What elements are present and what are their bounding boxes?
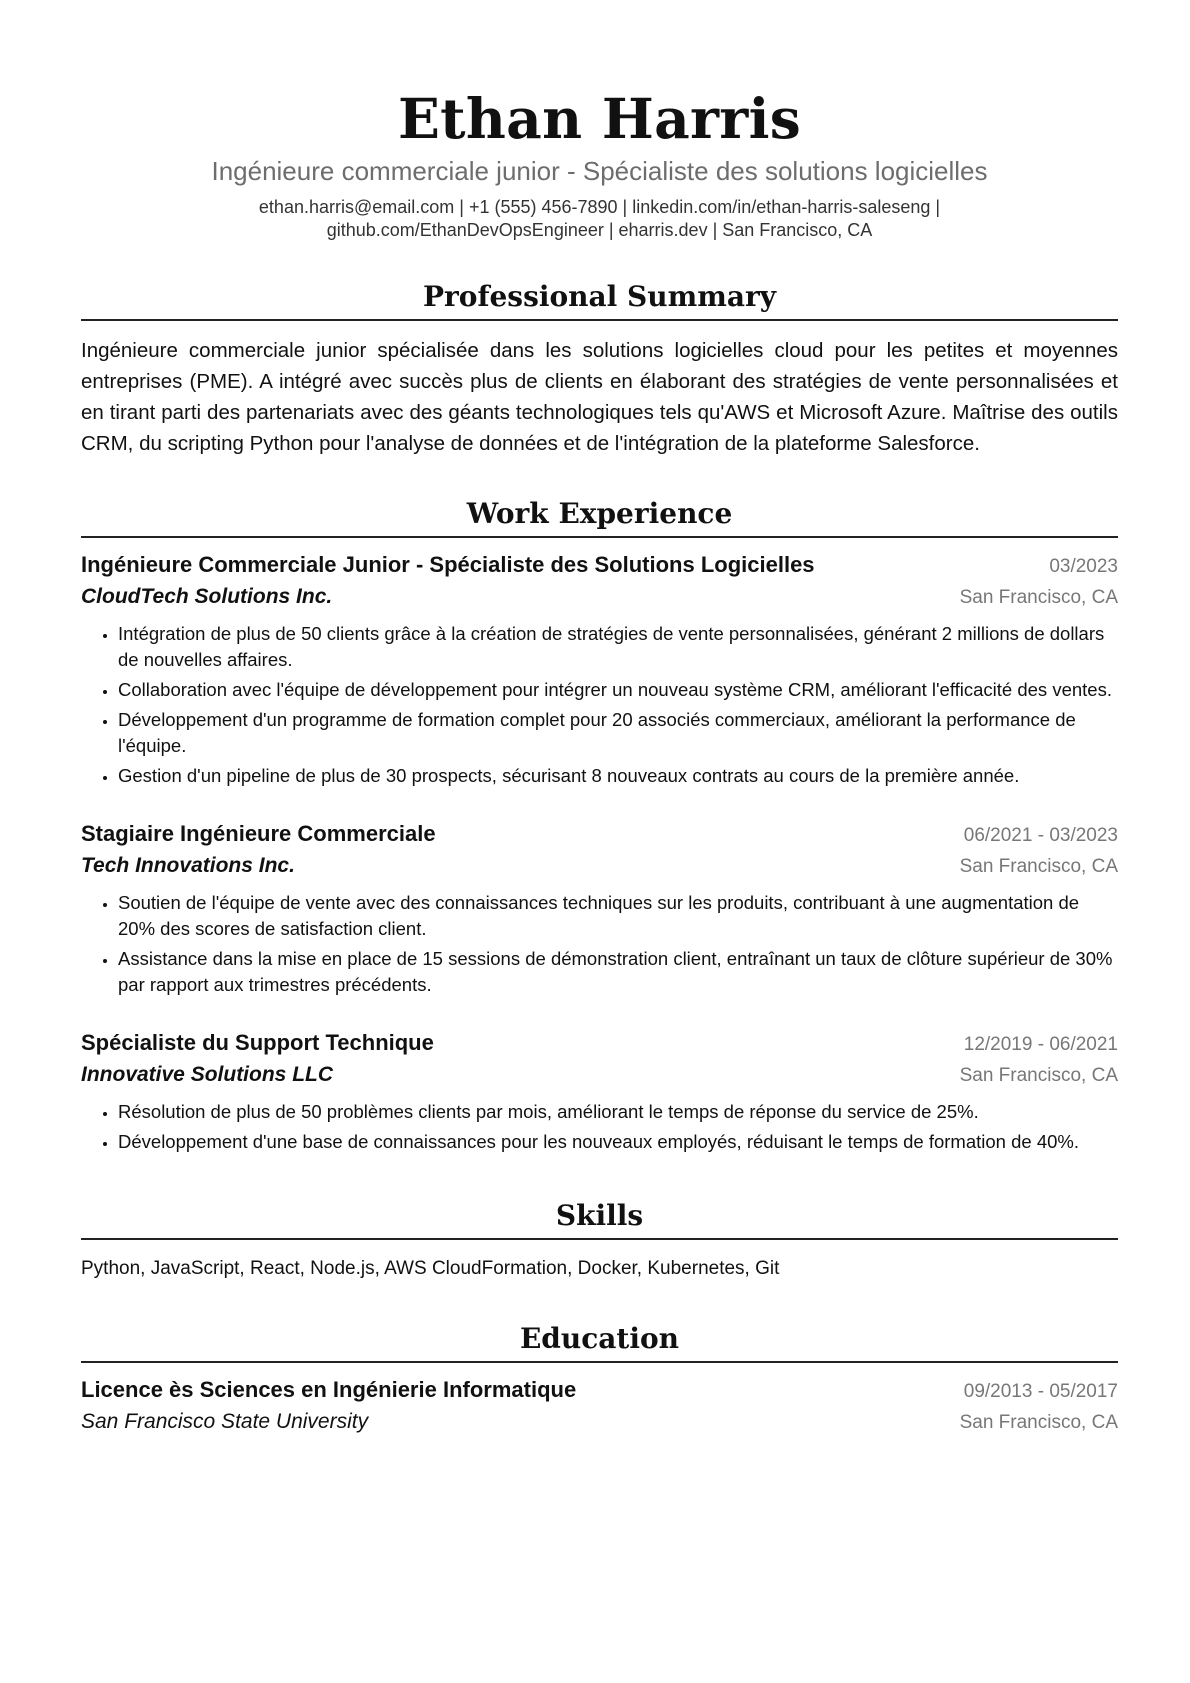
job-header [81, 550, 1118, 582]
job-bullets [81, 890, 1118, 998]
job-date: 03/2023 [1049, 556, 1118, 577]
job-subheader [81, 1060, 1118, 1091]
education-section [81, 1322, 1118, 1438]
summary-heading: Professional Summary [81, 280, 1118, 321]
job-header [81, 819, 1118, 851]
education-degree: Licence ès Sciences en Ingénierie Informatique [81, 1377, 577, 1402]
resume-header [81, 0, 1118, 242]
experience-heading: Work Experience [81, 497, 1118, 538]
job-bullet: • Développement d'une base de connaissances pour les nouveaux employés, réduisant le temps de formation de 40%. [118, 1129, 1118, 1155]
job-title: Ingénieure Commerciale Junior - Spécialiste des Solutions Logicielles [81, 552, 815, 577]
education-subheader [81, 1407, 1118, 1438]
job-subheader [81, 851, 1118, 882]
contact-line-1: ethan.harris@email.com | +1 (555) 456-7890 | linkedin.com/in/ethan-harris-saleseng | [258, 197, 941, 217]
job-bullet: • Gestion d'un pipeline de plus de 30 prospects, sécurisant 8 nouveaux contrats au cours de la première année. [118, 763, 1118, 789]
education-school: San Francisco State University [81, 1410, 369, 1433]
job-subheader [81, 582, 1118, 613]
education-heading: Education [81, 1322, 1118, 1363]
job-bullet: • Développement d'un programme de formation complet pour 20 associés commerciaux, améliorant la performance de l'équipe. [118, 707, 1118, 759]
job-company: CloudTech Solutions Inc. [81, 585, 333, 608]
job-entry [81, 819, 1118, 998]
resume-content [81, 0, 1118, 1438]
job-entry [81, 550, 1118, 789]
job-entry [81, 1028, 1118, 1155]
job-location: San Francisco, CA [959, 587, 1118, 608]
job-bullets [81, 1099, 1118, 1155]
job-bullet: • Assistance dans la mise en place de 15 sessions de démonstration client, entraînant un taux de clôture supérieur de 30% par rapport aux trimestres précédents. [118, 946, 1118, 998]
summary-section [81, 280, 1118, 459]
job-date: 12/2019 - 06/2021 [963, 1034, 1118, 1055]
job-bullet: • Intégration de plus de 50 clients grâce à la création de stratégies de vente personnalisées, générant 2 millions de dollars de nouvelles affaires. [118, 621, 1118, 673]
candidate-headline: Ingénieure commerciale junior - Spécialiste des solutions logicielles [211, 156, 988, 186]
skills-heading: Skills [81, 1199, 1118, 1240]
experience-section [81, 497, 1118, 1155]
job-date: 06/2021 - 03/2023 [963, 825, 1118, 846]
job-bullet: • Résolution de plus de 50 problèmes clients par mois, améliorant le temps de réponse du service de 25%. [118, 1099, 1118, 1125]
job-bullet: • Soutien de l'équipe de vente avec des connaissances techniques sur les produits, contribuant à une augmentation de 20% des scores de satisfaction client. [118, 890, 1118, 942]
job-bullet: • Collaboration avec l'équipe de développement pour intégrer un nouveau système CRM, améliorant l'efficacité des ventes. [118, 677, 1118, 703]
job-location: San Francisco, CA [959, 856, 1118, 877]
summary-text: Ingénieure commerciale junior spécialisée dans les solutions logicielles cloud pour les petites et moyennes entreprises (PME). A intégré avec succès plus de clients en élaborant des stratégies de vente personnalisées et en tirant parti des partenariats avec des géants technologiques tels qu'AWS et Microsoft Azure. Maîtrise des outils CRM, du scripting Python pour l'analyse de données et de l'intégration de la plateforme Salesforce. [81, 339, 1118, 455]
job-company: Innovative Solutions LLC [81, 1063, 334, 1086]
job-bullets [81, 621, 1118, 789]
education-location: San Francisco, CA [959, 1412, 1118, 1433]
skills-list: Python, JavaScript, React, Node.js, AWS CloudFormation, Docker, Kubernetes, Git [81, 1258, 780, 1279]
job-company: Tech Innovations Inc. [81, 854, 295, 877]
education-entry [81, 1375, 1118, 1438]
education-header [81, 1375, 1118, 1407]
job-title: Stagiaire Ingénieure Commerciale [81, 821, 436, 846]
education-date: 09/2013 - 05/2017 [963, 1381, 1118, 1402]
skills-section [81, 1199, 1118, 1282]
job-location: San Francisco, CA [959, 1065, 1118, 1086]
contact-info [150, 196, 1050, 242]
contact-line-2: github.com/EthanDevOpsEngineer | eharris.dev | San Francisco, CA [326, 220, 873, 240]
candidate-name: Ethan Harris [397, 86, 802, 151]
job-header [81, 1028, 1118, 1060]
job-title: Spécialiste du Support Technique [81, 1030, 434, 1055]
